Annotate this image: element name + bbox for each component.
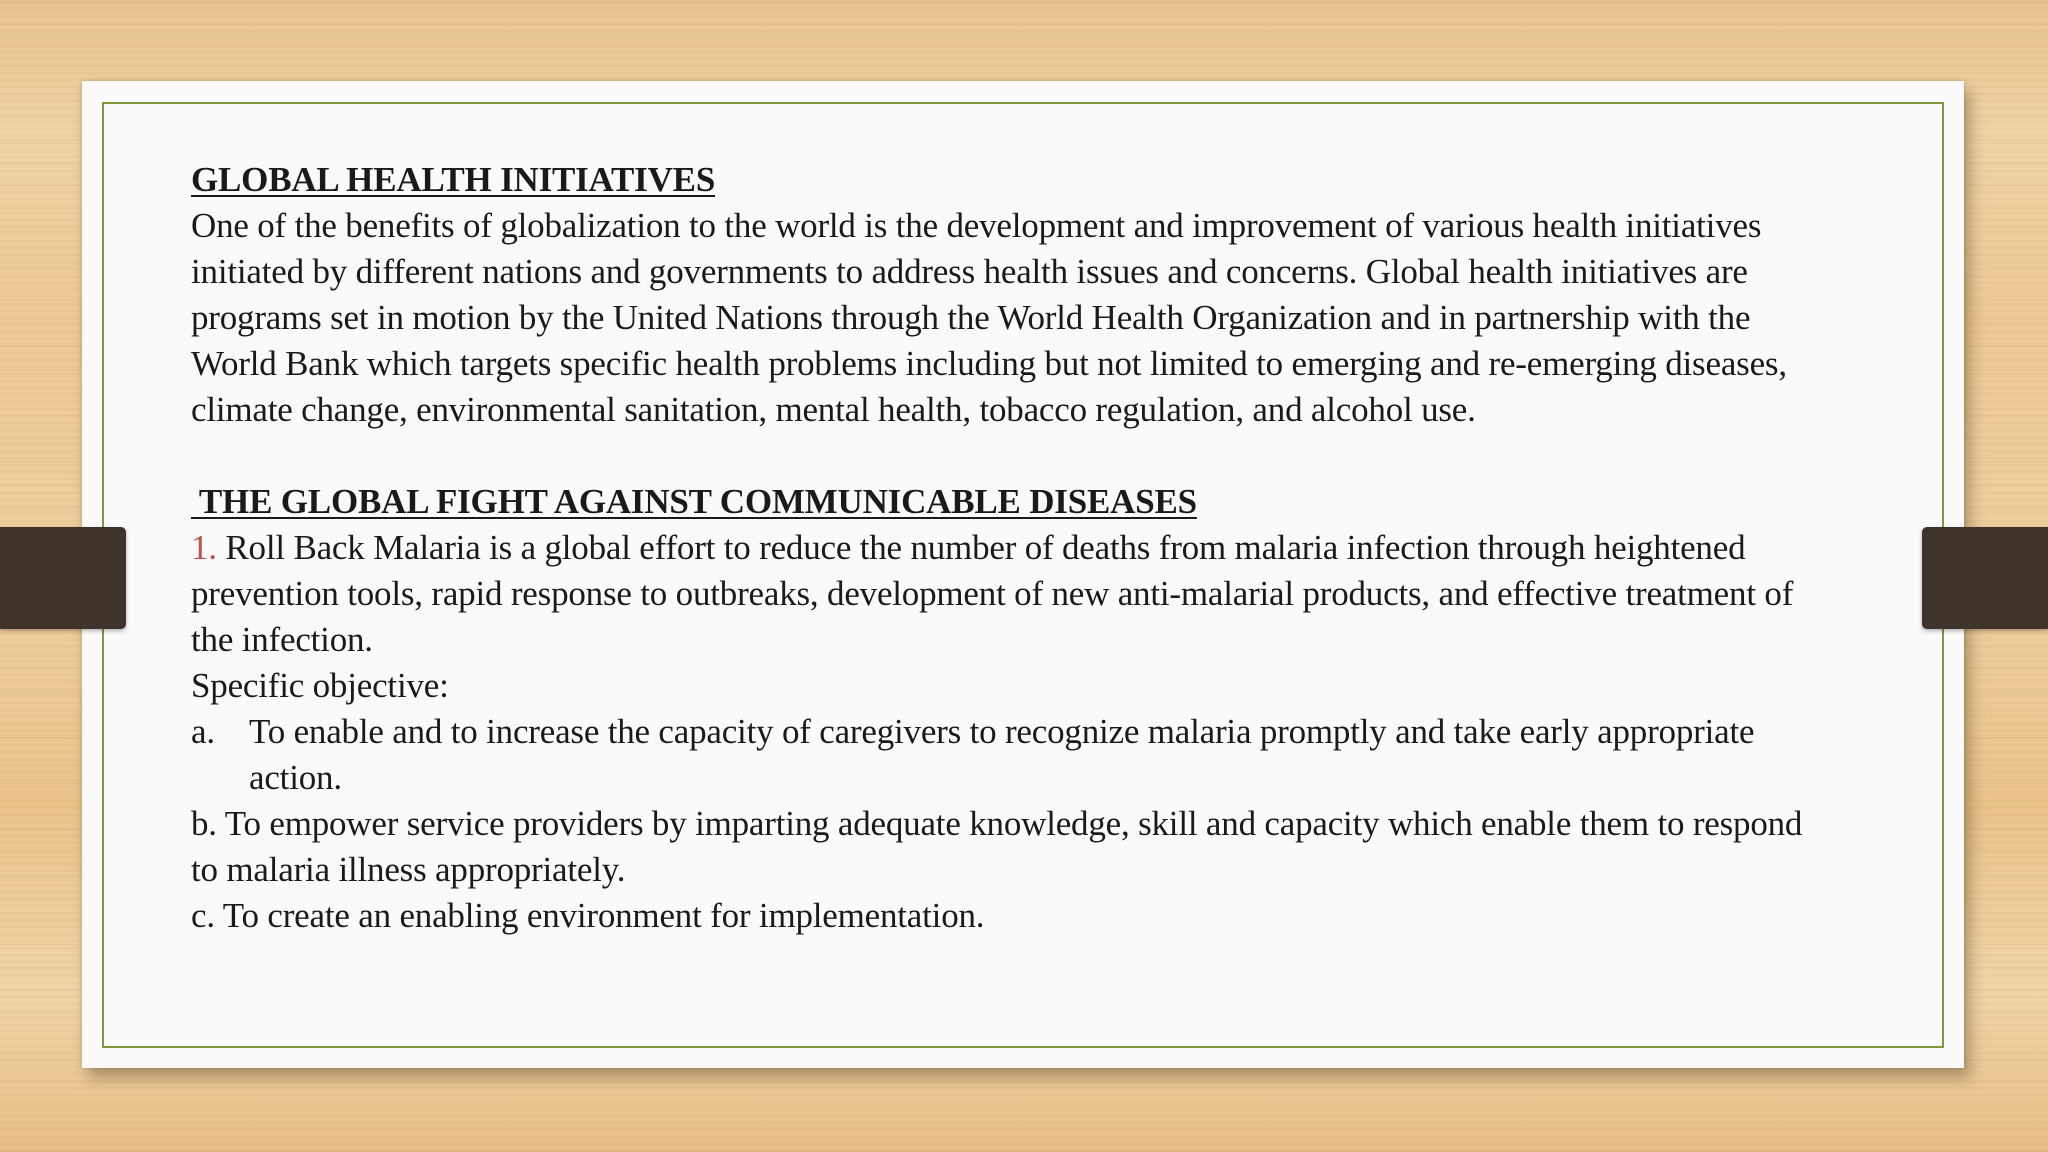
item1-line: the infection. (191, 620, 373, 659)
item1-line (191, 525, 1931, 571)
objective-b (191, 801, 1931, 893)
objective-a-marker: a. (191, 712, 215, 751)
objective-a-line: action. (249, 758, 342, 797)
intro-line: initiated by different nations and governments to address health issues and concerns. Global health initiatives are (191, 252, 1748, 291)
right-binder-strap (1922, 527, 2048, 629)
intro-line: One of the benefits of globalization to the world is the development and improvement of various health initiatives (191, 206, 1762, 245)
item1-line: prevention tools, rapid response to outbreaks, development of new anti-malarial products, and effective treatment of (191, 574, 1794, 613)
objective-b-line: to malaria illness appropriately. (191, 850, 626, 889)
spacer (191, 433, 1931, 479)
objective-a-line: To enable and to increase the capacity of caregivers to recognize malaria promptly and take early appropriate (249, 712, 1755, 751)
objective-c: c. To create an enabling environment for implementation. (191, 896, 985, 935)
item-number: 1. (191, 528, 217, 567)
intro-line: climate change, environmental sanitation, mental health, tobacco regulation, and alcohol use. (191, 390, 1476, 429)
left-binder-strap (0, 527, 126, 629)
intro-paragraph (191, 203, 1931, 433)
heading-communicable-diseases: THE GLOBAL FIGHT AGAINST COMMUNICABLE DISEASES (191, 482, 1197, 521)
objective-label: Specific objective: (191, 666, 449, 705)
heading-global-health-initiatives: GLOBAL HEALTH INITIATIVES (191, 160, 716, 199)
objective-b-line: b. To empower service providers by imparting adequate knowledge, skill and capacity which enable them to respond (191, 804, 1803, 843)
objective-a-text (249, 709, 1931, 801)
intro-line: programs set in motion by the United Nations through the World Health Organization and in partnership with the (191, 298, 1751, 337)
slide-content (191, 157, 1931, 939)
objective-a (191, 709, 1931, 801)
intro-line: World Bank which targets specific health problems including but not limited to emerging and re-emerging diseases, (191, 344, 1787, 383)
roll-back-malaria-paragraph (191, 525, 1931, 663)
item1-text: Roll Back Malaria is a global effort to reduce the number of deaths from malaria infection through heightened (216, 528, 1746, 567)
